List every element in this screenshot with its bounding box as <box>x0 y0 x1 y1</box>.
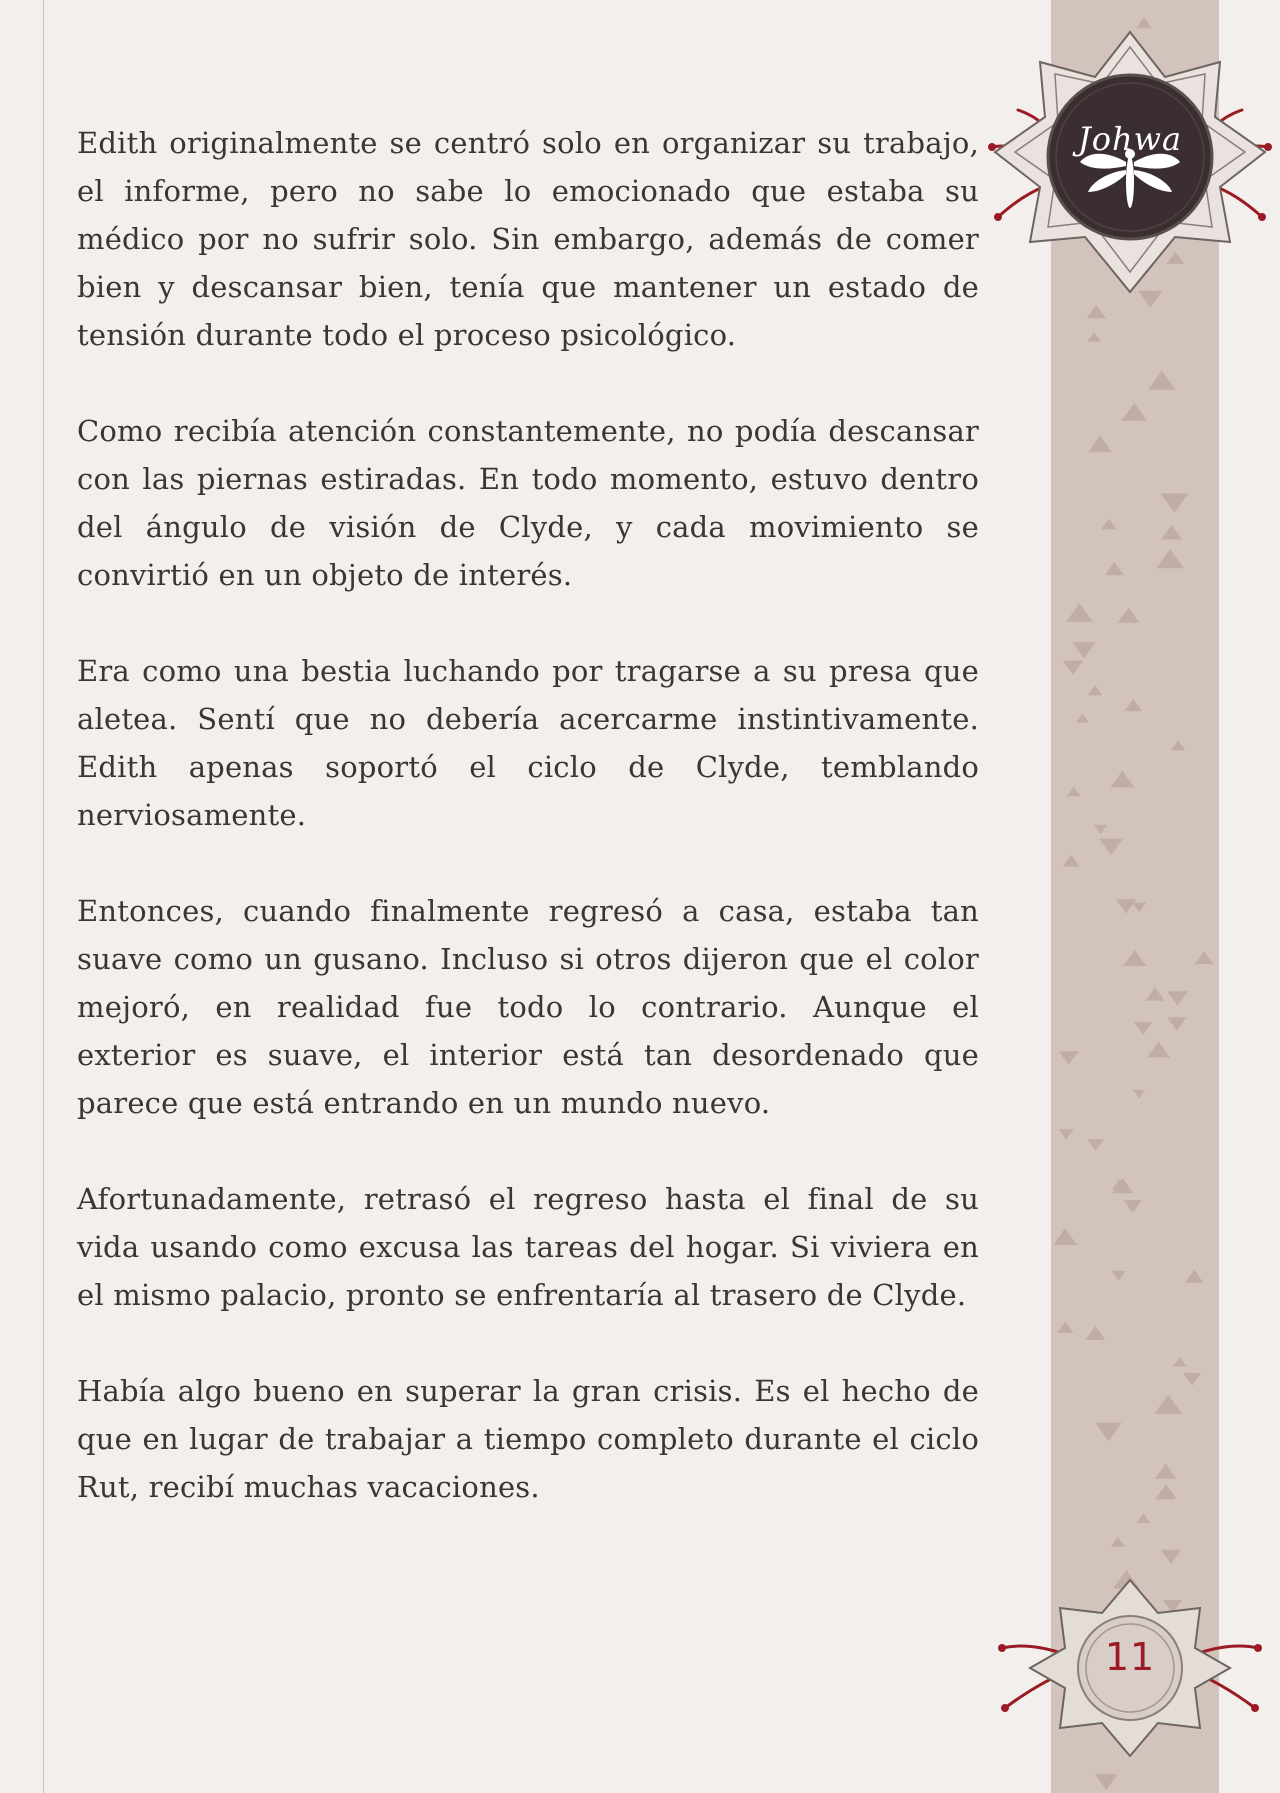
ribbon-triangle <box>1155 1464 1176 1479</box>
ribbon-triangle <box>1101 519 1116 530</box>
ribbon-triangle <box>1063 855 1080 867</box>
ribbon-triangle <box>1147 1041 1170 1057</box>
ribbon-triangle <box>1059 1051 1078 1065</box>
ribbon-triangle <box>1171 740 1186 750</box>
ribbon-triangle <box>1124 1200 1142 1213</box>
ribbon-triangle <box>1155 1484 1177 1499</box>
ribbon-triangle <box>1123 950 1146 966</box>
ribbon-triangle <box>1183 1373 1201 1386</box>
ribbon-triangle <box>1133 1090 1145 1099</box>
ribbon-triangle <box>1134 1022 1152 1035</box>
ribbon-triangle <box>1059 1129 1074 1139</box>
ribbon-triangle <box>1111 1537 1125 1547</box>
ribbon-triangle <box>1057 1322 1073 1334</box>
ribbon-triangle <box>1105 562 1124 575</box>
johwa-emblem <box>980 22 1280 332</box>
ribbon-triangle <box>1053 1228 1077 1245</box>
body-text <box>77 119 979 1559</box>
paragraph-2: Como recibía atención constantemente, no podía descansar con las piernas estiradas. En todo momento, estuvo dentro del ángulo de visión de Clyde, y cada movimiento se convirtió en un objeto de interés. <box>77 414 979 592</box>
mandala-frame-icon <box>980 22 1280 332</box>
ribbon-triangle <box>1195 951 1214 964</box>
ribbon-triangle <box>1136 1513 1150 1523</box>
ribbon-triangle <box>1067 787 1081 797</box>
paragraph-5: Afortunadamente, retrasó el regreso hasta el final de su vida usando como excusa las tareas del hogar. Si viviera en el mismo palacio, pronto se enfrentaría al trasero de Clyde. <box>77 1182 979 1312</box>
ribbon-triangle <box>1161 1550 1181 1564</box>
ribbon-triangle <box>1173 1357 1186 1366</box>
ribbon-triangle <box>1124 699 1142 711</box>
paragraph-4: Entonces, cuando finalmente regresó a casa, estaba tan suave como un gusano. Incluso si otros dijeron que el color mejoró, en realidad fue todo lo contrario. Aunque el exterior es suave, el interior está tan desordenado que parece que está entrando en un mundo nuevo. <box>77 894 979 1120</box>
ribbon-triangle <box>1118 608 1139 623</box>
paragraph-6: Había algo bueno en superar la gran crisis. Es el hecho de que en lugar de trabajar a tiempo completo durante el ciclo Rut, recibí muchas vacaciones. <box>77 1374 979 1504</box>
ribbon-triangle <box>1145 987 1164 1000</box>
ribbon-triangle <box>1066 603 1092 621</box>
page-number-badge <box>980 1568 1280 1768</box>
ribbon-triangle <box>1088 685 1103 695</box>
ribbon-triangle <box>1167 1017 1186 1030</box>
ribbon-triangle <box>1116 899 1137 913</box>
ribbon-triangle <box>1063 660 1084 674</box>
ribbon-triangle <box>1154 1395 1181 1414</box>
ribbon-triangle <box>1088 436 1112 453</box>
ribbon-triangle <box>1132 902 1146 912</box>
ribbon-triangle <box>1156 549 1183 568</box>
ribbon-triangle <box>1167 991 1188 1006</box>
ribbon-triangle <box>1085 1326 1105 1340</box>
page-number: 11 <box>1104 1635 1156 1679</box>
ribbon-triangle <box>1112 1271 1126 1281</box>
paragraph-1: Edith originalmente se centró solo en organizar su trabajo, el informe, pero no sabe lo emocionado que estaba su médico por no sufrir solo. Sin embargo, además de comer bien y descansar bien, tenía que mantener un estado de tensión durante todo el proceso psicológico. <box>77 126 979 352</box>
ribbon-triangle <box>1110 771 1134 788</box>
ribbon-triangle <box>1148 370 1175 389</box>
ribbon-triangle <box>1099 839 1122 855</box>
emblem-title: Johwa <box>1077 120 1183 158</box>
paragraph-3: Era como una bestia luchando por tragarse a su presa que aletea. Sentí que no debería acercarme instintivamente. Edith apenas soportó el ciclo de Clyde, temblando nerviosamente. <box>77 654 979 832</box>
ribbon-triangle <box>1095 1774 1118 1790</box>
ribbon-triangle <box>1094 825 1107 834</box>
ribbon-triangle <box>1087 332 1100 341</box>
page-border-line <box>43 0 44 1793</box>
ribbon-triangle <box>1095 1423 1122 1442</box>
ribbon-triangle <box>1076 714 1089 723</box>
ribbon-triangle <box>1087 1139 1104 1151</box>
ribbon-triangle <box>1161 494 1188 513</box>
ribbon-triangle <box>1185 1270 1203 1283</box>
ribbon-triangle <box>1161 525 1182 540</box>
ribbon-triangle <box>1072 642 1095 658</box>
ribbon-triangle <box>1122 403 1147 421</box>
